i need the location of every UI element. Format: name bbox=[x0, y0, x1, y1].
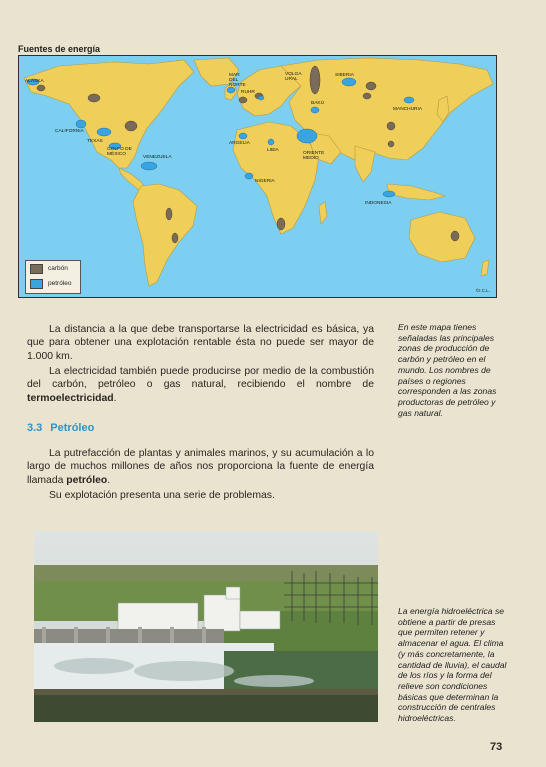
new-zealand-shape bbox=[481, 260, 489, 276]
australia-shape bbox=[409, 212, 475, 262]
label-alaska: ALASKA bbox=[25, 79, 44, 84]
label-indonesia: INDONESIA bbox=[365, 201, 392, 206]
south-america-shape bbox=[133, 184, 197, 286]
coal-deposit-canada bbox=[88, 94, 100, 102]
photo-caption: La energía hidroeléctrica se obtiene a partir de presas que permiten retener y almacenar el agua. El clima (y más concretamente, la cantidad de lluvia), el caudal de los ríos y la forma del relieve son condiciones básicas que determinan la construcción de centrales hidroeléctricas. bbox=[398, 606, 507, 724]
label-mar-del-norte: MAR DEL NORTE bbox=[229, 73, 246, 88]
side-building bbox=[240, 611, 280, 629]
paragraph-2-end: . bbox=[113, 392, 117, 404]
label-volga-ural: VOLGA URAL bbox=[285, 72, 302, 82]
page-number: 73 bbox=[490, 741, 503, 753]
label-california: CALIFORNIA bbox=[55, 129, 84, 134]
india-shape bbox=[355, 146, 375, 182]
label-argelia: ARGELIA bbox=[229, 141, 250, 146]
legend-oil bbox=[26, 276, 80, 291]
legend-coal-label: carbón bbox=[48, 265, 68, 272]
paragraph-1 bbox=[27, 323, 374, 363]
oil-deposit-indonesia bbox=[383, 191, 395, 197]
label-nigeria: NIGERIA bbox=[255, 179, 275, 184]
oil-swatch-icon bbox=[30, 279, 43, 289]
indonesia-shape bbox=[387, 184, 445, 200]
coal-deposit-south-africa bbox=[277, 218, 285, 230]
world-map-graphic bbox=[19, 56, 496, 297]
oil-deposit-siberia bbox=[342, 78, 356, 86]
paragraph-3-text bbox=[27, 447, 374, 487]
section-number: 3.3 bbox=[27, 422, 43, 434]
section-heading bbox=[27, 422, 94, 434]
coal-deposit-siberia-east bbox=[366, 82, 376, 90]
oil-deposit-middle-east bbox=[297, 129, 317, 143]
page-title: Fuentes de energía bbox=[18, 44, 101, 54]
world-energy-map bbox=[18, 55, 497, 298]
label-baku: BAKÚ bbox=[311, 101, 325, 106]
oil-deposit-texas bbox=[97, 128, 111, 136]
label-golfo-mexico: GOLFO DE MÉXICO bbox=[107, 147, 132, 157]
label-libia: LIBIA bbox=[267, 148, 279, 153]
oil-deposit-venezuela bbox=[141, 162, 157, 170]
label-oriente-medio: ORIENTE MEDIO bbox=[303, 151, 325, 161]
label-ruhr: RUHR bbox=[241, 90, 255, 95]
tower-building bbox=[226, 587, 240, 599]
coal-deposit-siberia-west bbox=[363, 93, 371, 99]
oil-deposit-libya bbox=[268, 139, 274, 145]
paragraph-3-start: La putrefacción de plantas y animales marinos, y su acumulación a lo largo de muchos millones de años nos proporciona la fuente de energía llamada bbox=[27, 448, 374, 486]
coal-deposit-volga bbox=[310, 66, 320, 94]
legend-oil-label: petróleo bbox=[48, 280, 72, 287]
coal-deposit-alaska bbox=[37, 85, 45, 91]
paragraph-4 bbox=[27, 489, 374, 502]
paragraph-2-bold: termoelectricidad bbox=[27, 392, 114, 404]
paragraph-3 bbox=[27, 447, 374, 487]
oil-deposit-california bbox=[76, 120, 86, 128]
coal-deposit-india bbox=[388, 141, 394, 147]
label-venezuela: VENEZUELA bbox=[143, 155, 172, 160]
powerhouse-building bbox=[118, 603, 198, 631]
map-legend bbox=[25, 260, 81, 294]
oil-deposit-argelia bbox=[239, 133, 247, 139]
coal-deposit-usa-east bbox=[125, 121, 137, 131]
coal-deposit-australia bbox=[451, 231, 459, 241]
paragraph-2 bbox=[27, 365, 374, 405]
coal-deposit-brazil bbox=[172, 233, 178, 243]
map-side-note: En este mapa tienes señaladas las principales zonas de producción de carbón y petróleo en el mundo. Los nombres de países o regiones corresponden a las zonas productoras de petróleo y gas natural. bbox=[398, 322, 497, 418]
label-texas: TEXAS bbox=[87, 139, 103, 144]
coal-deposit-ruhr bbox=[239, 97, 247, 103]
oil-deposit-baku bbox=[311, 107, 319, 113]
oil-deposit-europe bbox=[258, 96, 264, 100]
madagascar-shape bbox=[319, 202, 327, 224]
coal-swatch-icon bbox=[30, 264, 43, 274]
coal-deposit-china bbox=[387, 122, 395, 130]
coal-deposit-colombia bbox=[166, 208, 172, 220]
label-manchuria: MANCHURIA bbox=[393, 107, 423, 112]
section-title: Petróleo bbox=[50, 422, 95, 434]
label-siberia: SIBERIA bbox=[335, 73, 354, 78]
dam-wall bbox=[34, 629, 224, 643]
map-credit: ©I.C.L. bbox=[475, 288, 490, 293]
legend-coal bbox=[26, 261, 80, 276]
paragraph-1-text: La distancia a la que debe transportarse la electricidad es básica, ya que para obtener una explotación rentable ésta no puede ser mayor de 1.000 km. bbox=[27, 324, 374, 362]
paragraph-4-text: Su explotación presenta una serie de problemas. bbox=[49, 490, 275, 501]
paragraph-3-bold: petróleo bbox=[66, 474, 108, 486]
hydroelectric-photo bbox=[34, 531, 378, 722]
hydroelectric-photo-graphic bbox=[34, 531, 378, 722]
paragraph-2-text bbox=[27, 365, 374, 405]
paragraph-2-start: La electricidad también puede producirse por medio de la combustión del carbón, petróleo o gas natural, recibiendo el nombre de bbox=[27, 366, 374, 391]
paragraph-3-end: . bbox=[107, 474, 111, 486]
oil-deposit-manchuria bbox=[404, 97, 414, 103]
oil-deposit-nigeria bbox=[245, 173, 253, 179]
main-building bbox=[204, 595, 240, 631]
